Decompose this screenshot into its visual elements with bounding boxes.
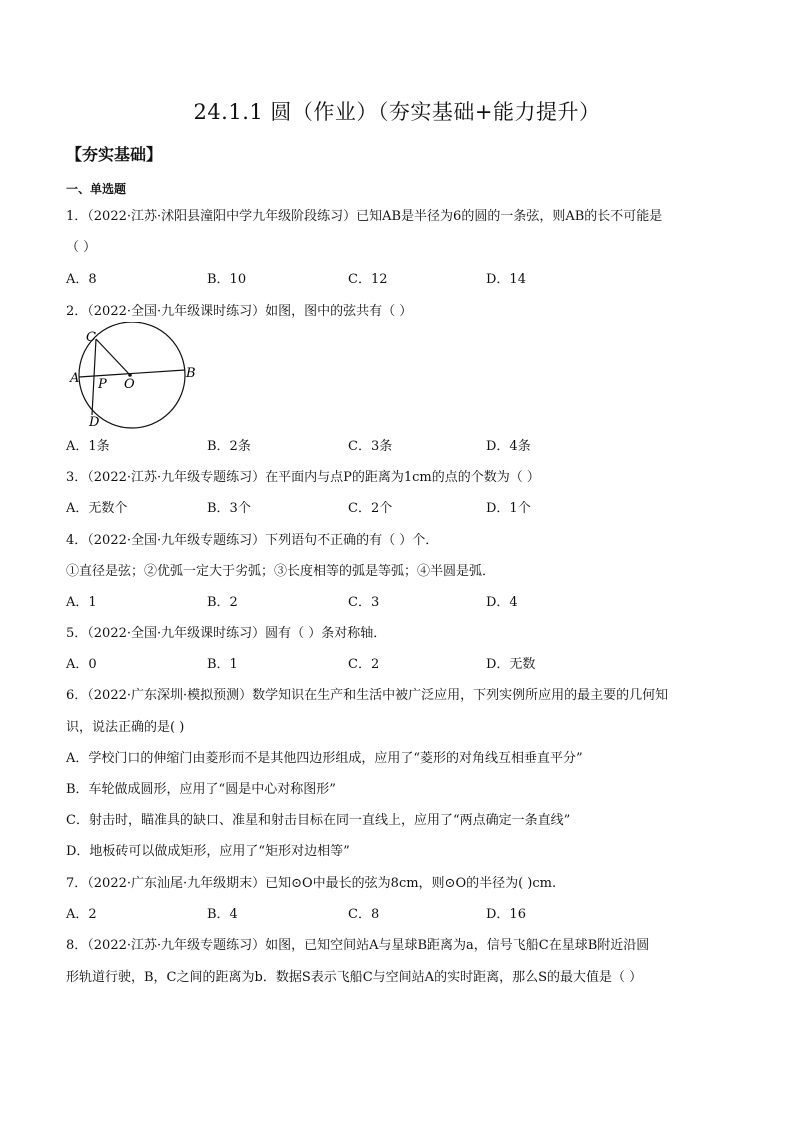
label-a: A: [70, 371, 80, 386]
q3-option-a: A．无数个: [66, 501, 128, 516]
q2-option-a: A．1条: [66, 439, 110, 454]
q4-option-d: D．4: [486, 595, 518, 610]
q1-option-c: C．12: [348, 272, 388, 287]
q5-option-d: D．无数: [486, 657, 536, 672]
q4-option-b: B．2: [207, 595, 238, 610]
q3-option-d: D．1个: [486, 501, 531, 516]
q7-stem-line1: 7．（2022·广东汕尾·九年级期末）已知⊙O中最长的弦为8cm，则⊙O的半径为( )cm.: [66, 876, 557, 891]
q2-stem-line1: 2．（2022·全国·九年级课时练习）如图，图中的弦共有（ ）: [66, 304, 413, 319]
q3-option-c: C．2个: [348, 501, 393, 516]
q5-option-a: A．0: [66, 657, 97, 672]
q5-option-c: C．2: [348, 657, 380, 672]
label-b: B: [186, 366, 196, 381]
q2-option-d: D．4条: [486, 439, 531, 454]
q2-option-c: C．3条: [348, 439, 393, 454]
q6-option-d: D．地板砖可以做成矩形，应用了“矩形对边相等”: [66, 844, 350, 859]
chord-cd: [92, 339, 96, 415]
q6-option-a: A．学校门口的伸缩门由菱形而不是其他四边形组成，应用了“菱形的对角线互相垂直平分”: [66, 751, 583, 766]
label-p: P: [98, 377, 107, 392]
q7-option-d: D．16: [486, 907, 526, 922]
label-c: C: [86, 330, 96, 345]
part-heading: 一、单选题: [66, 182, 127, 196]
section-label: 【夯实基础】: [66, 145, 163, 164]
q7-option-b: B．4: [207, 907, 238, 922]
q4-option-a: A．1: [66, 595, 97, 610]
q2-option-b: B．2条: [207, 439, 251, 454]
q1-stem-line2: （ ）: [66, 240, 97, 255]
page-title: 24.1.1 圆（作业）（夯实基础+能力提升）: [193, 100, 601, 124]
q1-option-d: D．14: [486, 272, 526, 287]
q8-stem-line2: 形轨道行驶，B，C之间的距离为b．数据S表示飞船C与空间站A的实时距离，那么S的最大值是（ ）: [66, 970, 643, 985]
q1-stem-line1: 1．（2022·江苏·沭阳县潼阳中学九年级阶段练习）已知AB是半径为6的圆的一条弦，则AB的长不可能是: [66, 209, 663, 224]
q6-stem-line2: 识，说法正确的是( ): [66, 720, 185, 735]
radius-oc: [96, 339, 130, 375]
label-o: O: [124, 377, 135, 392]
q8-stem-line1: 8．（2022·江苏·九年级专题练习）如图，已知空间站A与星球B距离为a，信号飞船C在星球B附近沿圆: [66, 938, 650, 953]
q4-stem-line1: 4．（2022·全国·九年级专题练习）下列语句不正确的有（ ）个．: [66, 533, 439, 548]
q2-circle-figure: [64, 322, 204, 432]
q7-option-c: C．8: [348, 907, 380, 922]
q6-option-b: B．车轮做成圆形，应用了“圆是中心对称图形”: [66, 782, 336, 797]
q6-stem-line1: 6．（2022·广东深圳·模拟预测）数学知识在生产和生活中被广泛应用，下列实例所应用的最主要的几何知: [66, 688, 669, 703]
label-d: D: [89, 415, 100, 430]
q1-option-a: A．8: [66, 272, 97, 287]
q6-option-c: C．射击时，瞄准具的缺口、准星和射击目标在同一直线上，应用了“两点确定一条直线”: [66, 813, 571, 828]
q5-option-b: B．1: [207, 657, 238, 672]
q5-stem-line1: 5．（2022·全国·九年级课时练习）圆有（ ）条对称轴．: [66, 626, 387, 641]
q4-option-c: C．3: [348, 595, 380, 610]
q1-option-b: B．10: [207, 272, 247, 287]
q3-stem-line1: 3．（2022·江苏·九年级专题练习）在平面内与点P的距离为1cm的点的个数为（ ）: [66, 470, 540, 485]
q3-option-b: B．3个: [207, 501, 251, 516]
q4-stem-line2: ①直径是弦；②优弧一定大于劣弧；③长度相等的弧是等弧；④半圆是弧．: [66, 564, 496, 579]
q7-option-a: A．2: [66, 907, 97, 922]
